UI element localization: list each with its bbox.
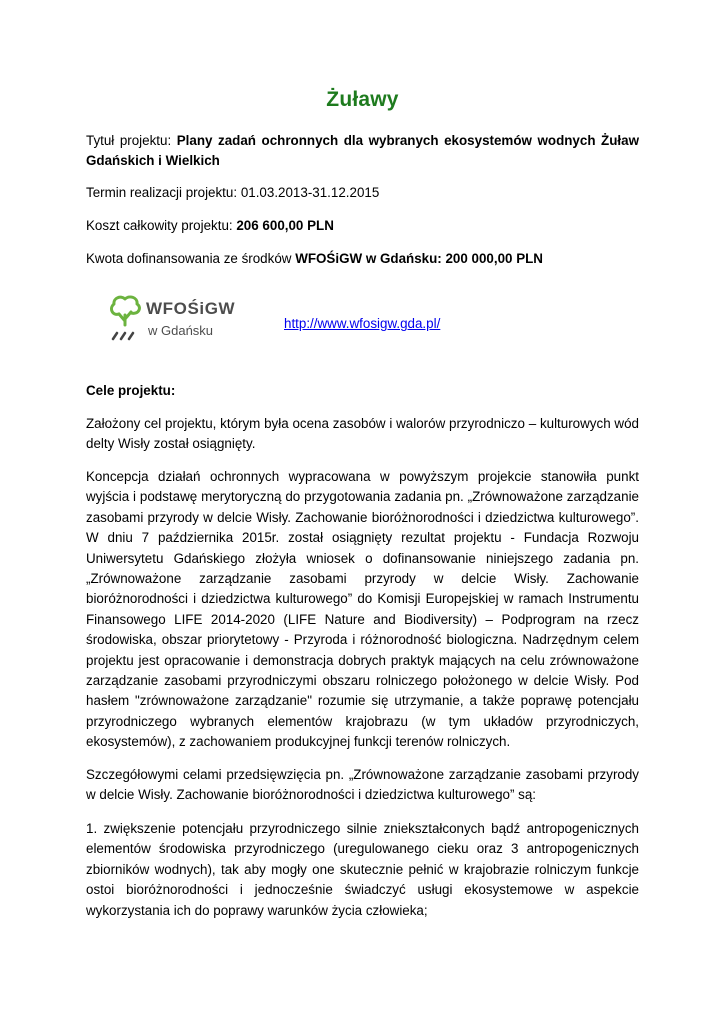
project-term-value: 01.03.2013-31.12.2015: [240, 185, 380, 200]
paragraph-3: [86, 765, 639, 806]
wfosigw-website-link[interactable]: http://www.wfosigw.gda.pl/: [284, 316, 441, 331]
paragraph-2: [86, 467, 639, 753]
wfosigw-logo: [108, 295, 248, 347]
goals-heading: Cele projektu:: [86, 383, 176, 398]
paragraph-1-text: Założony cel projektu, którym była ocena zasobów i walorów przyrodniczo – kulturowych wód delty Wisły został osiągnięty.: [86, 416, 639, 452]
project-cost-row: [86, 216, 639, 236]
logo-subtitle: w Gdańsku: [148, 323, 214, 338]
project-funding-value: WFOŚiGW w Gdańsku: 200 000,00 PLN: [295, 251, 543, 266]
project-title-value: Plany zadań ochronnych dla wybranych ekosystemów wodnych Żuław Gdańskich i Wielkich: [86, 133, 639, 169]
paragraph-4: [86, 819, 639, 921]
page-title: Żuławy: [326, 88, 399, 111]
paragraph-3-text: Szczegółowymi celami przedsięwzięcia pn. „Zrównoważone zarządzanie zasobami przyrody w delcie Wisły. Zachowanie bioróżnorodności i dziedzictwa kulturowego” są:: [86, 767, 639, 803]
tree-logo-icon: [108, 295, 144, 347]
project-cost-label: Koszt całkowity projektu:: [86, 218, 233, 233]
goals-heading-row: [86, 381, 639, 401]
paragraph-4-text: 1. zwiększenie potencjału przyrodniczego silnie zniekształconych bądź antropogenicznych elementów środowiska przyrodniczego (uregulowanego cieku oraz 3 antropogenicznych zbiorników wodnych), tak aby mogły one skutecznie pełnić w krajobrazie rolniczym funkcje ostoi bioróżnorodności i jednocześnie świadczyć usługi ekosystemowe w aspekcie wykorzystania ich do poprawy warunków życia człowieka;: [86, 821, 639, 918]
project-title-label: Tytuł projektu:: [86, 133, 172, 148]
project-cost-value: 206 600,00 PLN: [236, 218, 334, 233]
project-funding-label: Kwota dofinansowania ze środków: [86, 251, 292, 266]
project-funding-row: [86, 249, 639, 269]
paragraph-1: [86, 414, 639, 455]
project-title-row: [86, 131, 639, 172]
logo-name: WFOŚiGW: [146, 299, 236, 318]
project-term-row: [86, 183, 639, 203]
paragraph-2-text: Koncepcja działań ochronnych wypracowana w powyższym projekcie stanowiła punkt wyjścia i podstawę merytoryczną do przygotowania zadania pn. „Zrównoważone zarządzanie zasobami przyrody w delcie Wisły. Zachowanie bioróżnorodności i dziedzictwa kulturowego”. W dniu 7 października 2015r. został osiągnięty rezultat projektu - Fundacja Rozwoju Uniwersytetu Gdańskiego złożyła wniosek o dofinansowanie niniejszego zadania pn. „Zrównoważone zarządzanie zasobami przyrody w delcie Wisły. Zachowanie bioróżnorodności i dziedzictwa kulturowego” do Komisji Europejskiej w ramach Instrumentu Finansowego LIFE 2014-2020 (LIFE Nature and Biodiversity) – Podprogram na rzecz środowiska, obszar priorytetowy - Przyroda i różnorodność biologiczna. Nadrzędnym celem projektu jest opracowanie i demonstracja dobrych praktyk mających na celu zrównoważone zarządzanie zasobami przyrodniczymi obszaru rolniczego położonego w delcie Wisły. Pod hasłem "zrównoważone zarządzanie" rozumie się utrzymanie, a także poprawę potencjału przyrodniczego wybranych elementów krajobrazu (w tym układów przyrodniczych, ekosystemów), z zachowaniem produkcyjnej funkcji terenów rolniczych.: [86, 469, 639, 750]
project-term-label: Termin realizacji projektu:: [86, 185, 238, 200]
